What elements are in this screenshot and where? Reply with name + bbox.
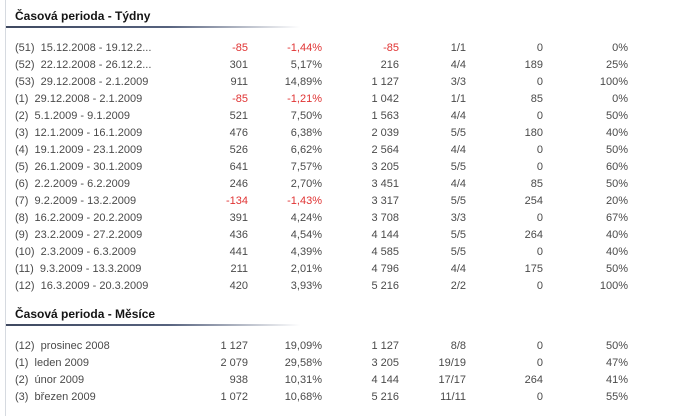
table-row — [6, 227, 690, 244]
cell-profit-pct: 4,39% — [290, 246, 322, 258]
cell-profit: 911 — [230, 76, 248, 88]
section-title-weeks: Časová perioda - Týdny — [15, 9, 151, 23]
cell-amount: 180 — [524, 127, 543, 139]
table-row — [6, 278, 690, 295]
cell-trades-ratio: 3/3 — [450, 212, 466, 224]
row-label: (2) 5.1.2009 - 9.1.2009 — [15, 110, 130, 122]
row-label: (3) 12.1.2009 - 16.1.2009 — [15, 127, 143, 139]
cell-amount: 85 — [530, 93, 543, 105]
cell-cumulative: 4 585 — [371, 246, 399, 258]
cell-cumulative: 3 205 — [371, 161, 399, 173]
cell-trades-ratio: 4/4 — [450, 178, 466, 190]
cell-profit-pct: 6,62% — [290, 144, 322, 156]
cell-cumulative: 5 216 — [371, 280, 399, 292]
cell-profit: 301 — [229, 59, 248, 71]
cell-profit: 526 — [229, 144, 248, 156]
cell-trades-ratio: 1/1 — [450, 93, 466, 105]
table-row — [6, 176, 690, 193]
cell-success-pct: 50% — [605, 144, 628, 156]
cell-trades-ratio: 5/5 — [450, 127, 466, 139]
cell-profit-pct: 10,68% — [284, 391, 322, 403]
cell-profit-pct: -1,44% — [287, 42, 322, 54]
cell-amount: 0 — [536, 110, 543, 122]
cell-trades-ratio: 5/5 — [450, 246, 466, 258]
cell-profit: 211 — [230, 263, 248, 275]
row-label: (52) 22.12.2008 - 26.12.2... — [15, 59, 152, 71]
table-row — [6, 372, 690, 389]
cell-profit-pct: 2,70% — [290, 178, 322, 190]
cell-trades-ratio: 19/19 — [438, 357, 466, 369]
cell-cumulative: -85 — [383, 42, 399, 54]
section-weeks — [6, 0, 690, 295]
cell-trades-ratio: 4/4 — [450, 263, 466, 275]
cell-profit-pct: 14,89% — [284, 76, 322, 88]
cell-cumulative: 1 563 — [371, 110, 399, 122]
cell-profit: -85 — [232, 93, 248, 105]
cell-trades-ratio: 4/4 — [450, 110, 466, 122]
table-row — [6, 74, 690, 91]
cell-amount: 0 — [536, 144, 543, 156]
cell-amount: 0 — [536, 340, 543, 352]
cell-cumulative: 5 216 — [371, 391, 399, 403]
cell-success-pct: 50% — [605, 340, 628, 352]
cell-profit: 391 — [229, 212, 248, 224]
cell-amount: 0 — [536, 212, 543, 224]
cell-cumulative: 3 205 — [371, 357, 399, 369]
cell-success-pct: 0% — [612, 93, 628, 105]
cell-amount: 264 — [524, 229, 543, 241]
table-row — [6, 338, 690, 355]
cell-trades-ratio: 2/2 — [450, 280, 466, 292]
row-label: (9) 23.2.2009 - 27.2.2009 — [15, 229, 143, 241]
table-row — [6, 244, 690, 261]
cell-profit: 246 — [229, 178, 248, 190]
table-row — [6, 355, 690, 372]
cell-profit: -85 — [232, 42, 248, 54]
table-row — [6, 389, 690, 406]
section-divider — [6, 324, 300, 326]
cell-amount: 0 — [536, 42, 543, 54]
cell-success-pct: 67% — [605, 212, 628, 224]
cell-trades-ratio: 4/4 — [450, 144, 466, 156]
cell-profit-pct: 2,01% — [290, 263, 322, 275]
cell-profit: -134 — [225, 195, 248, 207]
cell-profit: 1 072 — [220, 391, 248, 403]
row-label: (3) březen 2009 — [15, 391, 96, 403]
cell-success-pct: 100% — [599, 280, 628, 292]
cell-profit: 938 — [229, 374, 248, 386]
table-row — [6, 108, 690, 125]
cell-profit-pct: 4,54% — [290, 229, 322, 241]
report-panel — [5, 0, 690, 416]
cell-cumulative: 3 708 — [371, 212, 399, 224]
table-row — [6, 210, 690, 227]
months-table — [6, 338, 690, 406]
cell-amount: 0 — [536, 161, 543, 173]
cell-success-pct: 60% — [605, 161, 628, 173]
table-row — [6, 125, 690, 142]
cell-success-pct: 40% — [605, 127, 628, 139]
row-label: (5) 26.1.2009 - 30.1.2009 — [15, 161, 143, 173]
row-label: (11) 9.3.2009 - 13.3.2009 — [15, 263, 142, 275]
row-label: (51) 15.12.2008 - 19.12.2... — [15, 42, 152, 54]
cell-profit: 441 — [229, 246, 248, 258]
row-label: (12) 16.3.2009 - 20.3.2009 — [15, 280, 149, 292]
cell-profit: 521 — [229, 110, 248, 122]
cell-trades-ratio: 5/5 — [450, 229, 466, 241]
table-row — [6, 57, 690, 74]
row-label: (7) 9.2.2009 - 13.2.2009 — [15, 195, 137, 207]
cell-success-pct: 40% — [605, 246, 628, 258]
cell-amount: 254 — [524, 195, 543, 207]
cell-cumulative: 3 451 — [371, 178, 399, 190]
row-label: (2) únor 2009 — [15, 374, 85, 386]
cell-profit: 436 — [229, 229, 248, 241]
cell-profit-pct: 5,17% — [290, 59, 322, 71]
row-label: (8) 16.2.2009 - 20.2.2009 — [15, 212, 143, 224]
cell-cumulative: 2 564 — [371, 144, 399, 156]
cell-cumulative: 1 127 — [371, 340, 399, 352]
cell-cumulative: 4 144 — [371, 374, 399, 386]
cell-trades-ratio: 5/5 — [450, 161, 466, 173]
table-row — [6, 193, 690, 210]
cell-trades-ratio: 8/8 — [450, 340, 466, 352]
cell-trades-ratio: 1/1 — [450, 42, 466, 54]
cell-amount: 189 — [524, 59, 543, 71]
cell-profit-pct: 4,24% — [290, 212, 322, 224]
cell-profit: 2 079 — [220, 357, 248, 369]
cell-success-pct: 47% — [605, 357, 628, 369]
cell-trades-ratio: 3/3 — [450, 76, 466, 88]
cell-profit-pct: 7,50% — [290, 110, 322, 122]
table-row — [6, 91, 690, 108]
cell-trades-ratio: 4/4 — [450, 59, 466, 71]
cell-profit-pct: 10,31% — [284, 374, 322, 386]
section-title-months: Časová perioda - Měsíce — [15, 307, 156, 321]
row-label: (53) 29.12.2008 - 2.1.2009 — [15, 76, 149, 88]
row-label: (1) leden 2009 — [15, 357, 89, 369]
cell-amount: 0 — [536, 280, 543, 292]
cell-success-pct: 25% — [605, 59, 628, 71]
cell-success-pct: 20% — [605, 195, 628, 207]
cell-trades-ratio: 17/17 — [438, 374, 466, 386]
cell-amount: 85 — [530, 178, 543, 190]
cell-amount: 0 — [536, 391, 543, 403]
cell-profit-pct: 3,93% — [290, 280, 322, 292]
cell-profit-pct: 19,09% — [284, 340, 322, 352]
cell-amount: 0 — [536, 246, 543, 258]
cell-success-pct: 40% — [605, 229, 628, 241]
row-label: (6) 2.2.2009 - 6.2.2009 — [15, 178, 130, 190]
cell-cumulative: 1 042 — [371, 93, 399, 105]
cell-success-pct: 50% — [605, 110, 628, 122]
cell-cumulative: 216 — [380, 59, 399, 71]
section-divider — [6, 26, 300, 28]
cell-profit: 641 — [229, 161, 248, 173]
cell-success-pct: 50% — [605, 178, 628, 190]
cell-profit-pct: -1,21% — [287, 93, 322, 105]
cell-success-pct: 55% — [605, 391, 628, 403]
row-label: (1) 29.12.2008 - 2.1.2009 — [15, 93, 143, 105]
cell-amount: 0 — [536, 76, 543, 88]
cell-success-pct: 0% — [612, 42, 628, 54]
cell-trades-ratio: 5/5 — [450, 195, 466, 207]
cell-cumulative: 4 796 — [371, 263, 399, 275]
cell-trades-ratio: 11/11 — [440, 391, 466, 403]
row-label: (10) 2.3.2009 - 6.3.2009 — [15, 246, 137, 258]
cell-success-pct: 41% — [605, 374, 628, 386]
cell-profit: 1 127 — [220, 340, 248, 352]
table-row — [6, 159, 690, 176]
cell-amount: 264 — [524, 374, 543, 386]
cell-profit: 420 — [229, 280, 248, 292]
table-row — [6, 142, 690, 159]
cell-success-pct: 100% — [599, 76, 628, 88]
section-months — [6, 295, 690, 406]
cell-profit-pct: 7,57% — [290, 161, 322, 173]
row-label: (12) prosinec 2008 — [15, 340, 110, 352]
cell-success-pct: 50% — [605, 263, 628, 275]
cell-profit-pct: -1,43% — [287, 195, 322, 207]
table-row — [6, 40, 690, 57]
cell-profit-pct: 6,38% — [290, 127, 322, 139]
cell-cumulative: 4 144 — [371, 229, 399, 241]
cell-cumulative: 2 039 — [371, 127, 399, 139]
cell-cumulative: 1 127 — [371, 76, 399, 88]
cell-cumulative: 3 317 — [371, 195, 399, 207]
cell-profit: 476 — [229, 127, 248, 139]
row-label: (4) 19.1.2009 - 23.1.2009 — [15, 144, 143, 156]
weeks-table — [6, 40, 690, 295]
cell-amount: 175 — [524, 263, 543, 275]
cell-profit-pct: 29,58% — [284, 357, 322, 369]
cell-amount: 0 — [536, 357, 543, 369]
table-row — [6, 261, 690, 278]
